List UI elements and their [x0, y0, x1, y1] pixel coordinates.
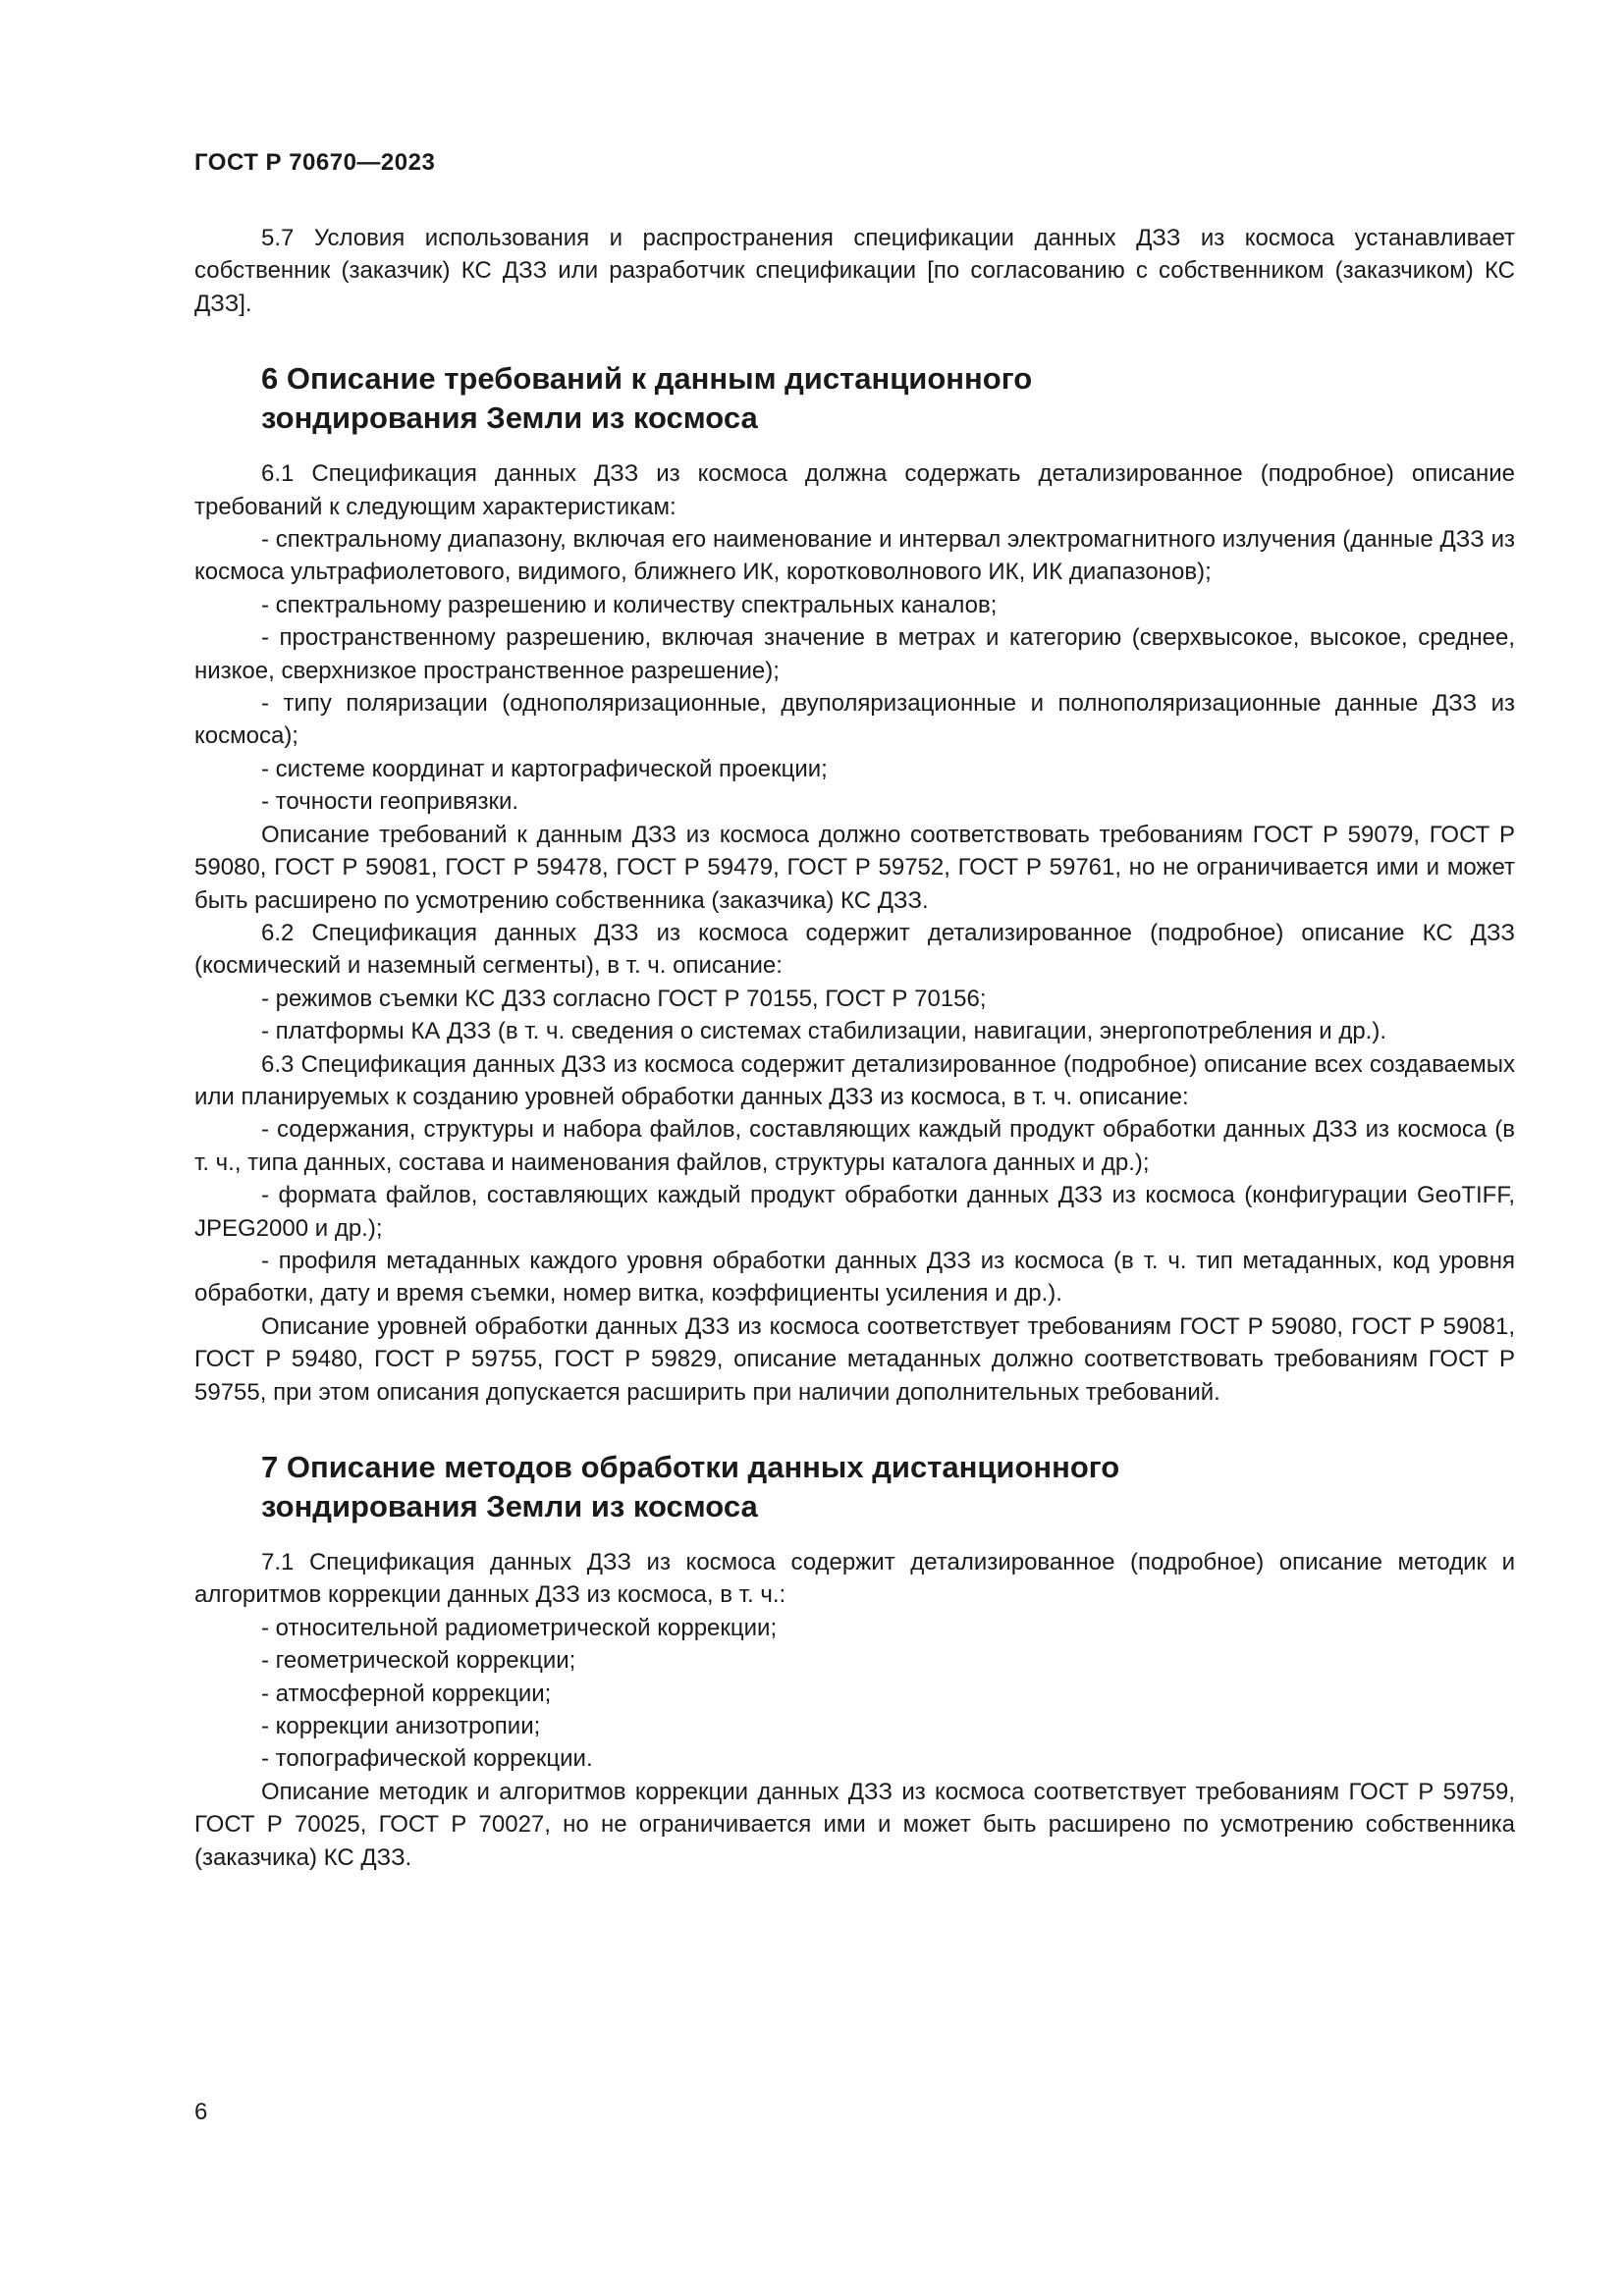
paragraph-p-7-1: 7.1 Спецификация данных ДЗЗ из космоса содержит детализированное (подробное) описание методик и алгоритмов коррекции данных ДЗЗ из космоса, в т. ч.: — [194, 1549, 1515, 1609]
paragraph-p-6-2: 6.2 Спецификация данных ДЗЗ из космоса содержит детализированное (подробное) описание КС ДЗЗ (космический и наземный сегменты), в т. ч. описание: — [194, 919, 1515, 980]
document-body — [194, 222, 1515, 1874]
paragraph-p-6-1-e: - системе координат и картографической проекции; — [261, 755, 828, 782]
paragraph-p-5-7: 5.7 Условия использования и распространения спецификации данных ДЗЗ из космоса устанавливает собственник (заказчик) КС ДЗЗ или разработчик спецификации [по согласованию с собственником (заказчиком) КС ДЗЗ]. — [194, 225, 1515, 317]
paragraph-p-7-1-c: - атмосферной коррекции; — [261, 1680, 552, 1707]
section-heading-line: зондирования Земли из космоса — [261, 1489, 758, 1523]
paragraph-p-6-1-f: - точности геопривязки. — [261, 788, 519, 816]
paragraph-p-6-1-b: - спектральному разрешению и количеству спектральных каналов; — [261, 591, 998, 618]
page-number: 6 — [194, 2099, 208, 2125]
section-heading-line: зондирования Земли из космоса — [261, 400, 758, 436]
section-heading-line: 6 Описание требований к данным дистанционного — [261, 361, 1033, 397]
paragraph-p-6-1-c: - пространственному разрешению, включая значение в метрах и категорию (сверхвысокое, высокое, среднее, низкое, сверхнизкое пространственное разрешение); — [194, 624, 1515, 684]
paragraph-p-7-1-d: - коррекции анизотропии; — [261, 1713, 541, 1740]
paragraph-p-6-3: 6.3 Спецификация данных ДЗЗ из космоса содержит детализированное (подробное) описание всех создаваемых или планируемых к созданию уровней обработки данных ДЗЗ из космоса, в т. ч. описание: — [194, 1050, 1515, 1110]
spacer — [194, 438, 1515, 457]
paragraph-p-6-2-a: - режимов съемки КС ДЗЗ согласно ГОСТ Р 70155, ГОСТ Р 70156; — [261, 985, 987, 1012]
paragraph-p-6-1-d: - типу поляризации (однополяризационные, двуполяризационные и полнополяризационные данные ДЗЗ из космоса); — [194, 690, 1515, 750]
paragraph-p-6-1-a: - спектральному диапазону, включая его наименование и интервал электромагнитного излучения (данные ДЗЗ из космоса ультрафиолетового, видимого, ближнего ИК, коротковолнового ИК, ИК диапазонов); — [194, 526, 1515, 586]
spacer — [194, 320, 1515, 359]
section-heading-h-7 — [194, 1448, 1515, 1526]
spacer — [194, 1409, 1515, 1448]
paragraph-p-6-3-d: Описание уровней обработки данных ДЗЗ из космоса соответствует требованиям ГОСТ Р 59080, ГОСТ Р 59081, ГОСТ Р 59480, ГОСТ Р 59755, ГОСТ Р 59829, описание метаданных должно соответствовать требованиям ГОСТ Р 59755, при этом описания допускается расширить при наличии дополнительных требований. — [194, 1312, 1515, 1406]
paragraph-p-6-1-g: Описание требований к данным ДЗЗ из космоса должно соответствовать требованиям ГОСТ Р 59079, ГОСТ Р 59080, ГОСТ Р 59081, ГОСТ Р 59478, ГОСТ Р 59479, ГОСТ Р 59752, ГОСТ Р 59761, но не ограничивается ими и может быть расширено по усмотрению собственника (заказчика) КС ДЗЗ. — [194, 821, 1515, 914]
section-heading-h-6 — [194, 359, 1515, 438]
document-page — [194, 0, 1515, 2296]
paragraph-p-7-1-e: - топографической коррекции. — [261, 1745, 593, 1773]
paragraph-p-6-2-b: - платформы КА ДЗЗ (в т. ч. сведения о системах стабилизации, навигации, энергопотребления и др.). — [261, 1018, 1387, 1045]
section-heading-line: 7 Описание методов обработки данных дистанционного — [261, 1450, 1120, 1484]
paragraph-p-6-1: 6.1 Спецификация данных ДЗЗ из космоса должна содержать детализированное (подробное) описание требований к следующим характеристикам: — [194, 460, 1515, 520]
paragraph-p-7-1-a: - относительной радиометрической коррекции; — [261, 1614, 778, 1641]
spacer — [194, 1526, 1515, 1546]
paragraph-p-7-1-b: - геометрической коррекции; — [261, 1647, 576, 1675]
paragraph-p-6-3-a: - содержания, структуры и набора файлов, составляющих каждый продукт обработки данных ДЗЗ из космоса (в т. ч., типа данных, состава и наименования файлов, структуры каталога данных и др.); — [194, 1116, 1515, 1176]
paragraph-p-6-3-c: - профиля метаданных каждого уровня обработки данных ДЗЗ из космоса (в т. ч. тип метаданных, код уровня обработки, дату и время съемки, номер витка, коэффициенты усиления и др.). — [194, 1247, 1515, 1308]
paragraph-p-7-1-f: Описание методик и алгоритмов коррекции данных ДЗЗ из космоса соответствует требованиям ГОСТ Р 59759, ГОСТ Р 70025, ГОСТ Р 70027, но не ограничивается ими и может быть расширено по усмотрению собственника (заказчика) КС ДЗЗ. — [194, 1778, 1515, 1871]
document-header: ГОСТ Р 70670—2023 — [194, 149, 436, 176]
paragraph-p-6-3-b: - формата файлов, составляющих каждый продукт обработки данных ДЗЗ из космоса (конфигурации GeoTIFF, JPEG2000 и др.); — [194, 1182, 1515, 1242]
